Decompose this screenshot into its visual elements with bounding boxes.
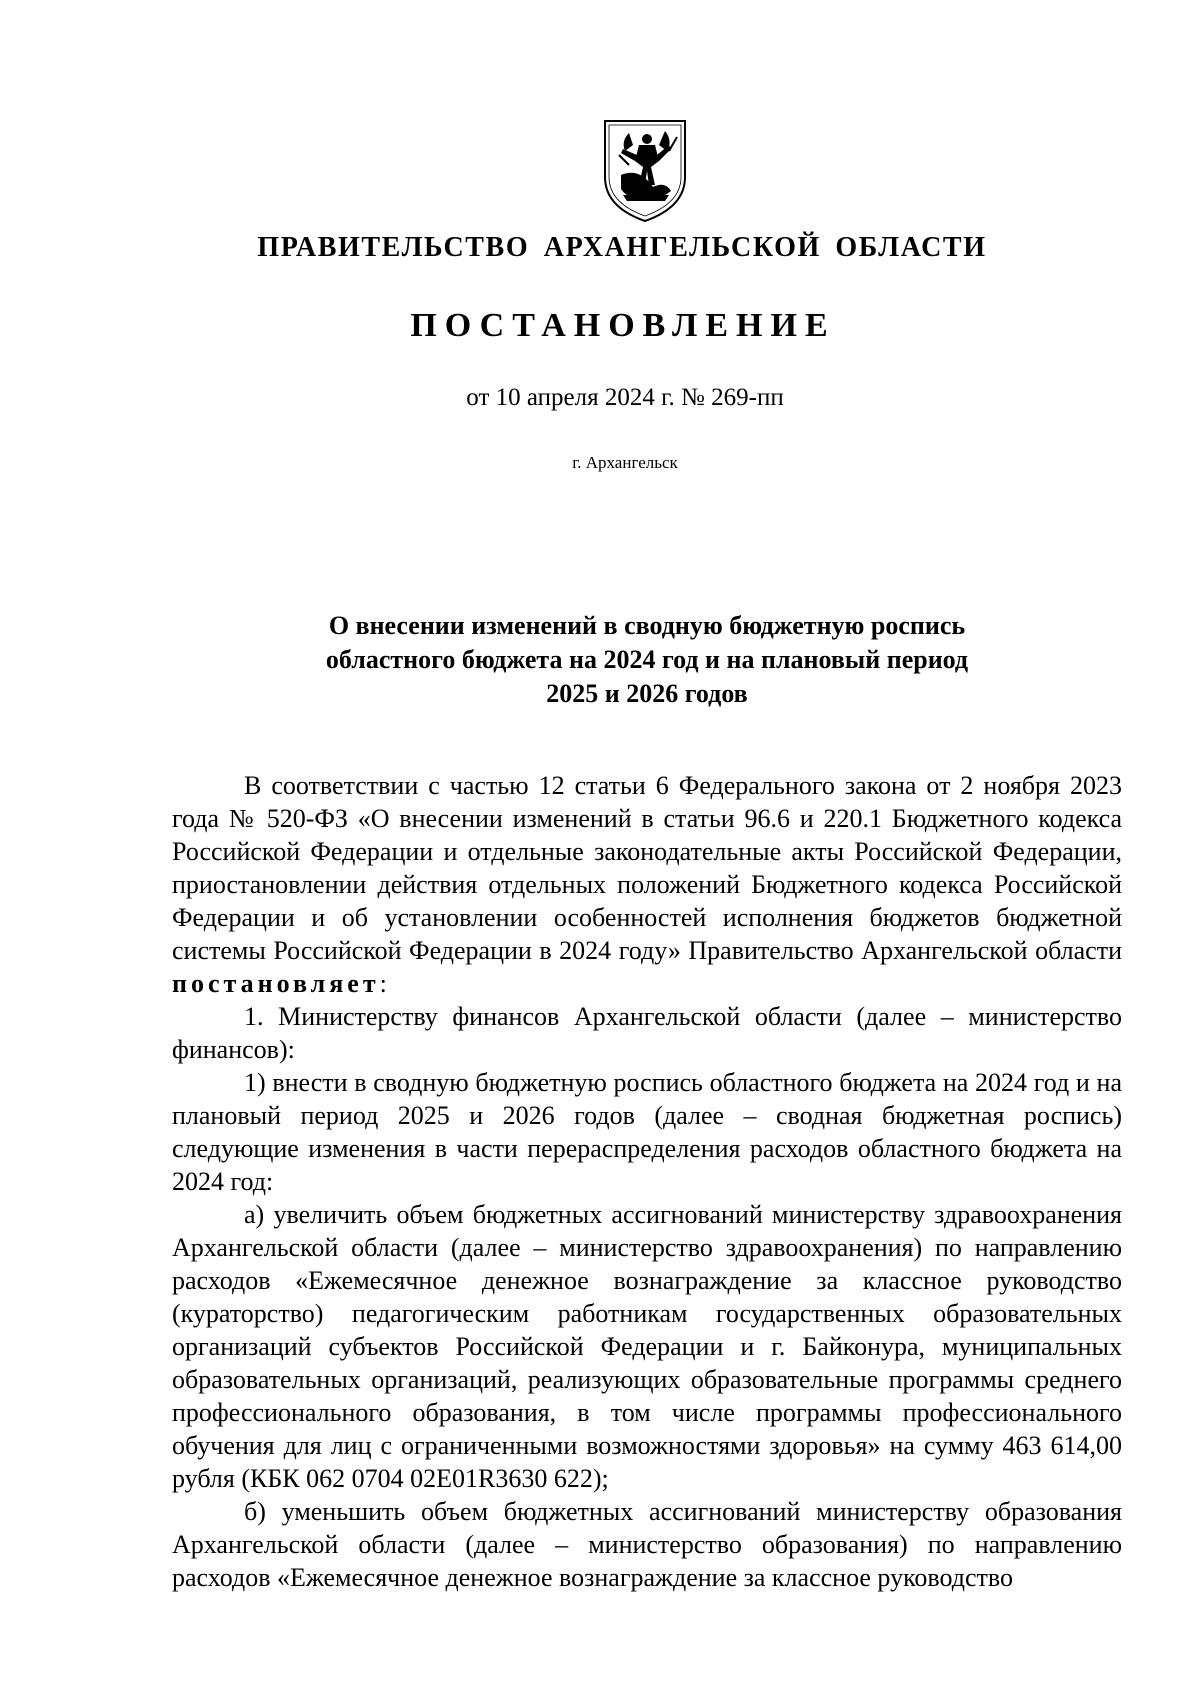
organization-title: ПРАВИТЕЛЬСТВО АРХАНГЕЛЬСКОЙ ОБЛАСТИ — [257, 232, 987, 263]
item-a-paragraph: а) увеличить объем бюджетных ассигнований министерству здравоохранения Архангельской области (далее – министерство здравоохранения) по направлению расходов «Ежемесячное денежное вознаграждение за классное руководство (кураторство) педагогическим работникам государственных образовательных организаций субъектов Российской Федерации и г. Байконура, муниципальных образовательных организаций, реализующих образовательные программы среднего профессионального образования, в том числе программы профессионального обучения для лиц с ограниченными возможностями здоровья» на сумму 463 614,00 рубля (КБК 062 0704 02Е01R3630 622); — [172, 1200, 1122, 1493]
item-b-paragraph: б) уменьшить объем бюджетных ассигнований министерству образования Архангельской области (далее – министерство образования) по направлению расходов «Ежемесячное денежное вознаграждение за классное руководство — [172, 1497, 1122, 1592]
preamble-text: В соответствии с частью 12 статьи 6 Федерального закона от 2 ноября 2023 года № 520-ФЗ «О внесении изменений в статьи 96.6 и 220.1 Бюджетного кодекса Российской Федерации и отдельные законодательные акты Российской Федерации, приостановлении действия отдельных положений Бюджетного кодекса Российской Федерации и об установлении особенностей исполнения бюджетов бюджетной системы Российской Федерации в 2024 году» Правительство Архангельской области — [172, 771, 1122, 965]
document-date-number: от 10 апреля 2024 г. № 269-пп — [466, 384, 784, 411]
subject-line: О внесении изменений в сводную бюджетную роспись — [328, 611, 966, 640]
document-subject — [172, 609, 1122, 711]
document-body — [172, 769, 1122, 1594]
item-1-1-paragraph: 1) внести в сводную бюджетную роспись областного бюджета на 2024 год и на плановый период 2025 и 2026 годов (далее – сводная бюджетная роспись) следующие изменения в части перераспределения расходов областного бюджета на 2024 год: — [172, 1068, 1122, 1196]
item-1-paragraph: 1. Министерству финансов Архангельской области (далее – министерство финансов): — [172, 1002, 1122, 1064]
document-type-title: ПОСТАНОВЛЕНИЕ — [410, 307, 836, 344]
subject-line: областного бюджета на 2024 год и на плановый период — [325, 645, 969, 674]
subject-line: 2025 и 2026 годов — [546, 679, 748, 708]
coat-of-arms-icon — [599, 115, 691, 225]
resolves-punct: : — [379, 969, 387, 998]
resolves-word: постановляет — [172, 969, 380, 998]
document-city: г. Архангельск — [572, 453, 678, 472]
preamble-paragraph — [172, 769, 1122, 1000]
